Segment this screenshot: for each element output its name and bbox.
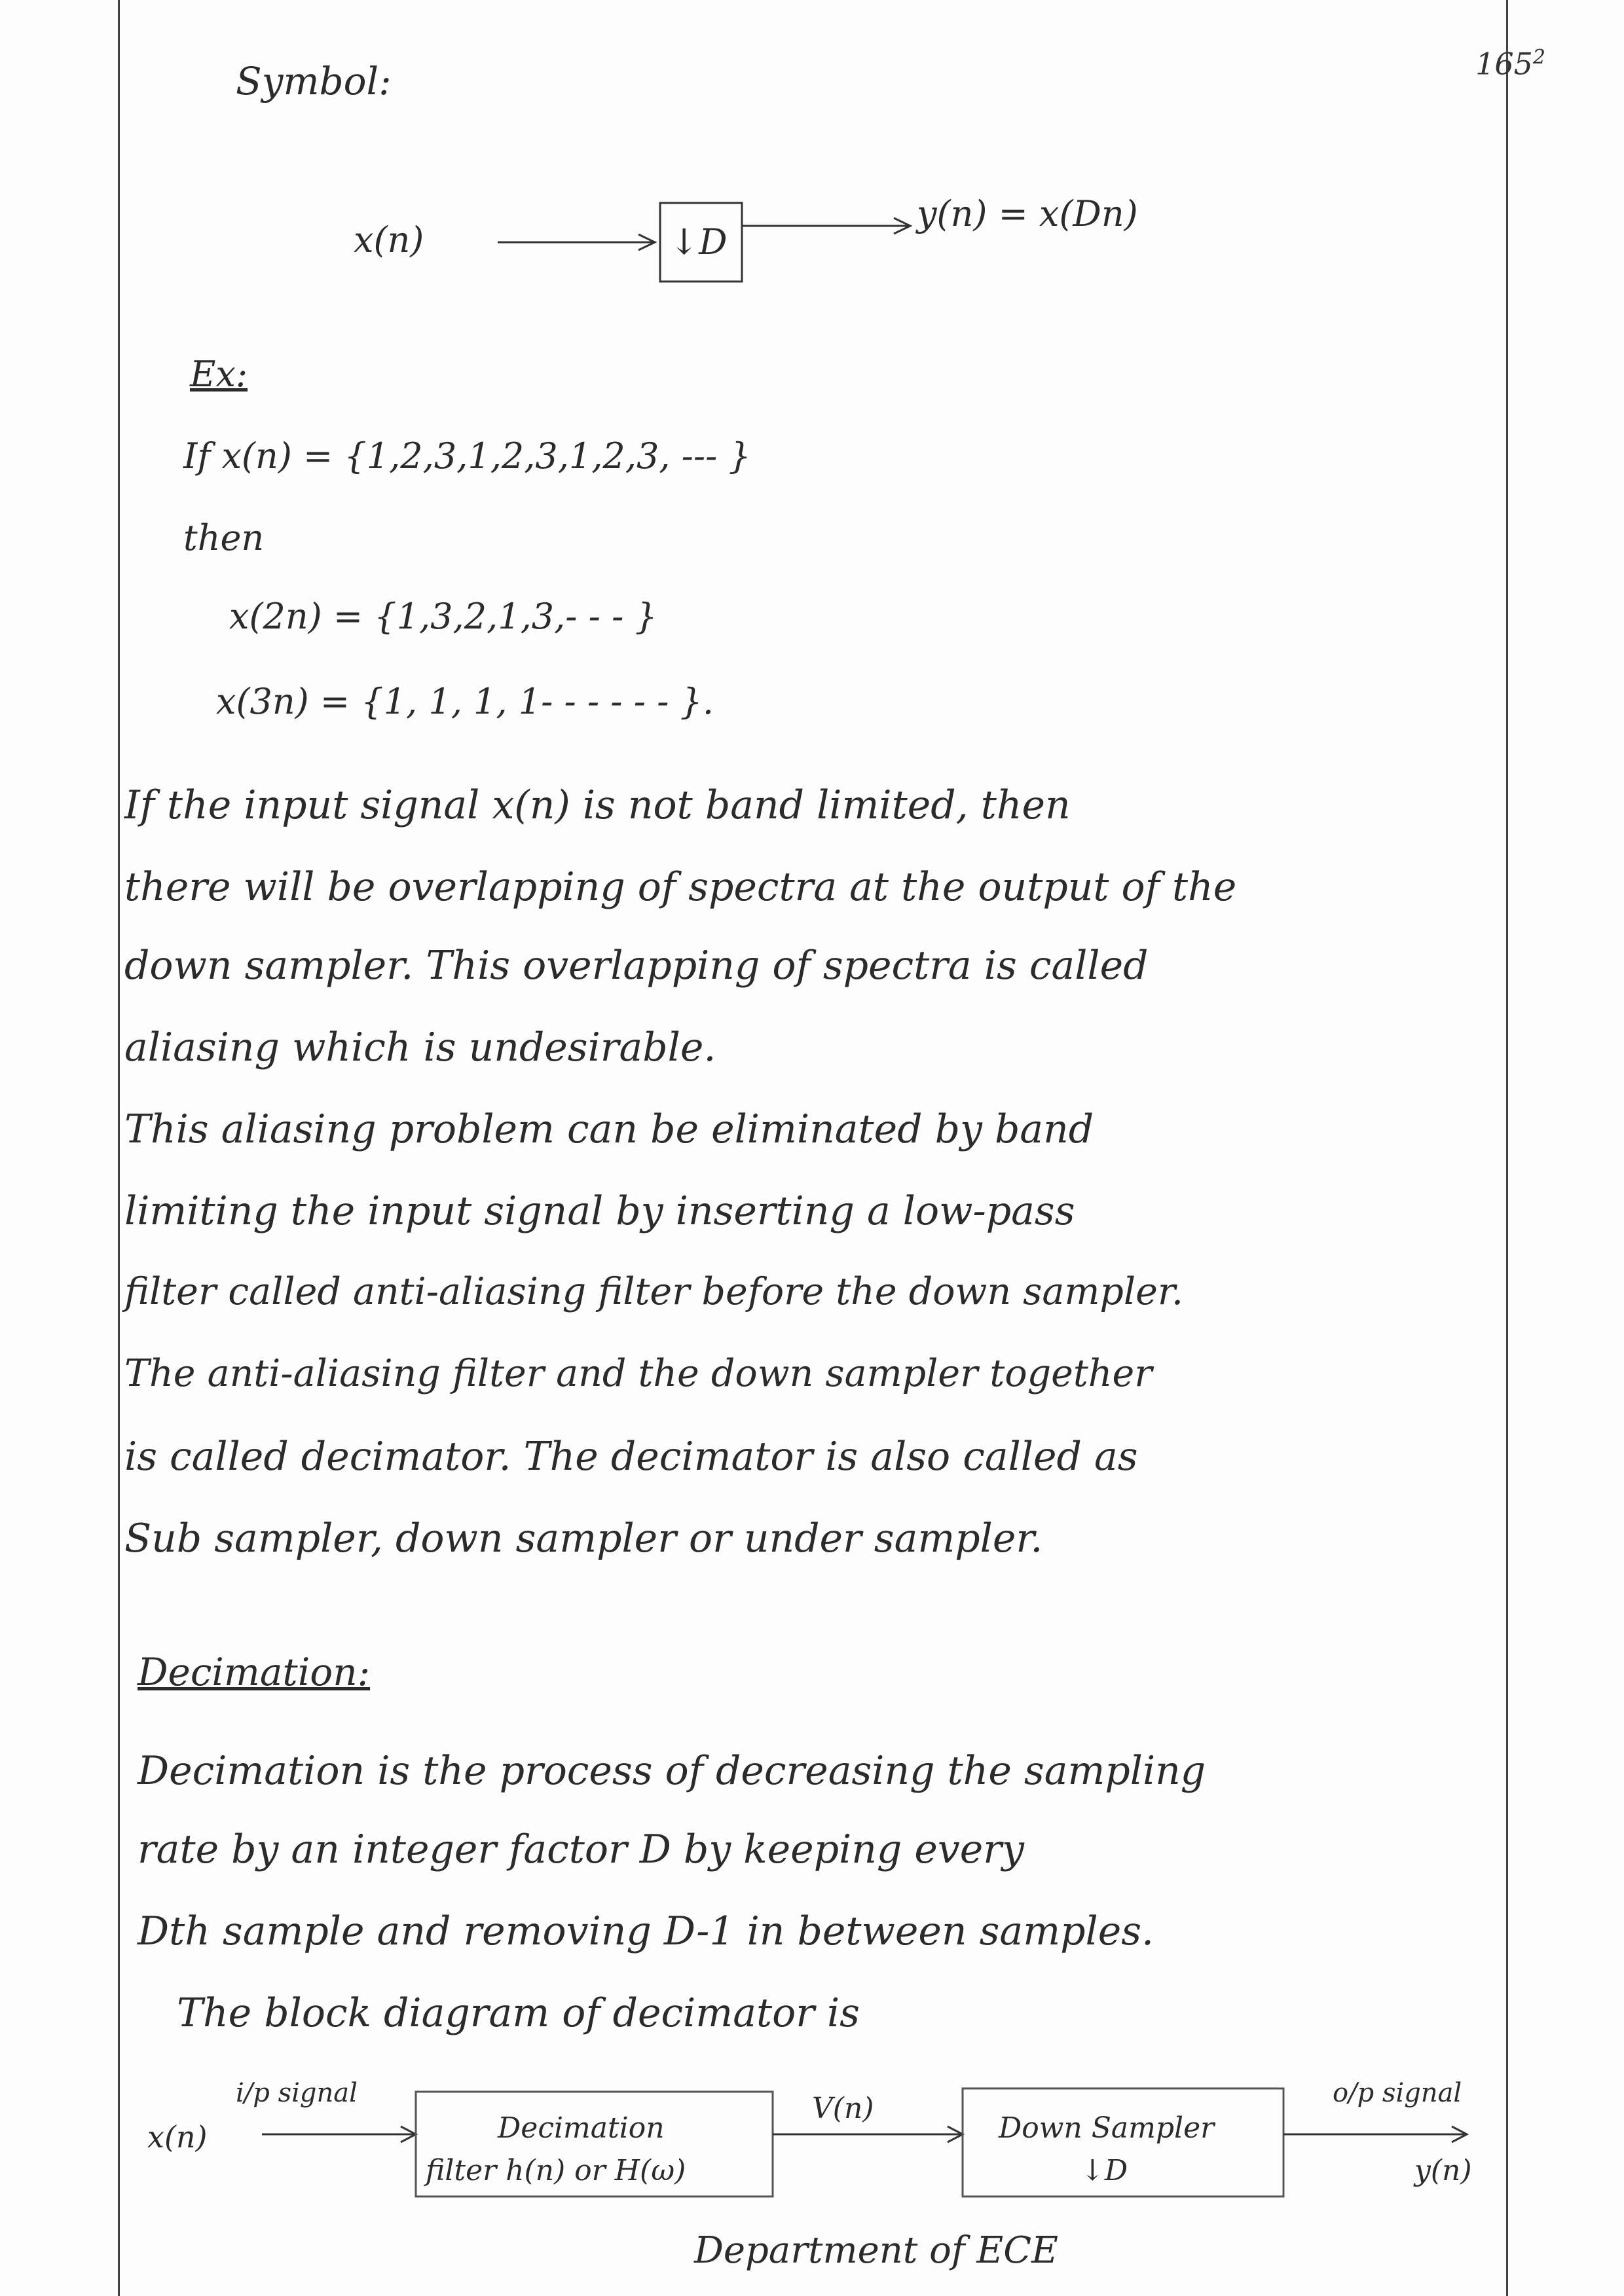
down-sampler-label-2: ↓D xyxy=(1080,2154,1128,2187)
output-signal-label: y(n) xyxy=(1414,2154,1472,2187)
example-then: then xyxy=(183,517,265,558)
paragraph-line: rate by an integer factor D by keeping every xyxy=(138,1827,1024,1872)
symbol-output-label: y(n) = x(Dn) xyxy=(917,193,1138,234)
paragraph-line: This aliasing problem can be eliminated by band xyxy=(124,1106,1094,1152)
paragraph-line: If the input signal x(n) is not band limited, then xyxy=(124,782,1071,828)
paragraph-line: The anti-aliasing filter and the down sampler together xyxy=(124,1352,1153,1395)
page-number-value: 165 xyxy=(1475,46,1533,82)
example-line-1: If x(n) = {1,2,3,1,2,3,1,2,3, --- } xyxy=(183,435,751,477)
symbol-block-label: ↓D xyxy=(669,221,728,263)
down-sampler-label-1: Down Sampler xyxy=(999,2111,1215,2145)
paragraph-line: Sub sampler, down sampler or under sampler. xyxy=(124,1516,1043,1561)
paragraph-line: aliasing which is undesirable. xyxy=(124,1025,716,1070)
paragraph-line: there will be overlapping of spectra at the output of the xyxy=(124,864,1237,910)
example-line-3: x(3n) = {1, 1, 1, 1- - - - - - }. xyxy=(216,681,714,722)
output-signal-caption: o/p signal xyxy=(1333,2078,1462,2108)
mid-signal-label: V(n) xyxy=(812,2092,874,2125)
decimation-filter-label-1: Decimation xyxy=(498,2111,665,2145)
paragraph-line: filter called anti-aliasing filter before the down sampler. xyxy=(124,1270,1183,1313)
input-signal-label: x(n) xyxy=(147,2119,208,2155)
right-margin-line xyxy=(1506,0,1508,2296)
footer-department: Department of ECE xyxy=(694,2229,1059,2272)
decimation-heading: Decimation: xyxy=(138,1650,371,1694)
left-margin-line xyxy=(118,0,120,2296)
paragraph-line: limiting the input signal by inserting a low-pass xyxy=(124,1188,1075,1234)
paragraph-line: Dth sample and removing D-1 in between samples. xyxy=(138,1908,1154,1954)
symbol-input-label: x(n) xyxy=(354,219,424,261)
input-signal-caption: i/p signal xyxy=(236,2078,358,2108)
symbol-heading: Symbol: xyxy=(236,59,392,103)
paragraph-line: Decimation is the process of decreasing the sampling xyxy=(138,1748,1206,1794)
page-number-superscript: 2 xyxy=(1532,46,1545,69)
paragraph-line: The block diagram of decimator is xyxy=(177,1990,860,2036)
decimation-filter-label-2: filter h(n) or H(ω) xyxy=(426,2154,686,2187)
paragraph-line: is called decimator. The decimator is also called as xyxy=(124,1434,1138,1480)
paragraph-line: down sampler. This overlapping of spectra is called xyxy=(124,943,1149,989)
example-heading: Ex: xyxy=(190,354,248,395)
example-line-2: x(2n) = {1,3,2,1,3,- - - } xyxy=(229,596,657,637)
symbol-diagram xyxy=(0,0,1624,327)
decimator-block-diagram xyxy=(0,2062,1624,2232)
